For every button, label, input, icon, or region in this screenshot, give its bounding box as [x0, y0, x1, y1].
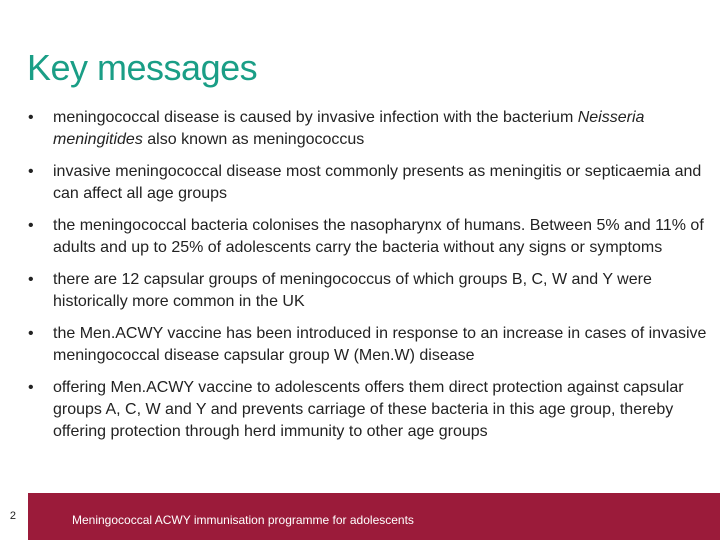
bullet-dot: • [28, 379, 34, 396]
bullet-text: there are 12 capsular groups of meningococcus of which groups B, C, W and Y were historically more common in the UK [53, 271, 652, 310]
slide-title: Key messages [27, 47, 258, 88]
bullet-item [28, 269, 708, 313]
bullet-text: the meningococcal bacteria colonises the nasopharynx of humans. Between 5% and 11% of adults and up to 25% of adolescents carry the bacteria without any signs or symptoms [53, 217, 704, 256]
species-name: Neisseria meningitides [53, 109, 645, 148]
footer-bar [0, 493, 720, 540]
footer-page-area [0, 493, 28, 540]
page-number: 2 [9, 510, 16, 522]
bullet-dot: • [28, 163, 34, 180]
bullet-text [53, 107, 708, 151]
bullet-item [28, 377, 708, 443]
footer-title: Meningococcal ACWY immunisation programme for adolescents [72, 513, 414, 527]
bullet-text: the Men.ACWY vaccine has been introduced in response to an increase in cases of invasive meningococcal disease capsular group W (Men.W) disease [53, 325, 707, 364]
bullet-text: offering Men.ACWY vaccine to adolescents offers them direct protection against capsular groups A, C, W and Y and prevents carriage of these bacteria in this age group, thereby offering protection through herd immunity to other age groups [53, 379, 684, 440]
bullet-list [28, 107, 708, 453]
bullet-dot: • [28, 325, 34, 342]
bullet-dot: • [28, 271, 34, 288]
bullet-item [28, 323, 708, 367]
bullet-dot: • [28, 217, 34, 234]
bullet-item [28, 107, 708, 151]
bullet-item [28, 215, 708, 259]
bullet-text: invasive meningococcal disease most commonly presents as meningitis or septicaemia and can affect all age groups [53, 163, 702, 202]
bullet-text-part: also known as meningococcus [142, 131, 365, 148]
bullet-item [28, 161, 708, 205]
bullet-dot: • [28, 109, 34, 126]
bullet-text-part: meningococcal disease is caused by invasive infection with the bacterium [53, 109, 578, 126]
